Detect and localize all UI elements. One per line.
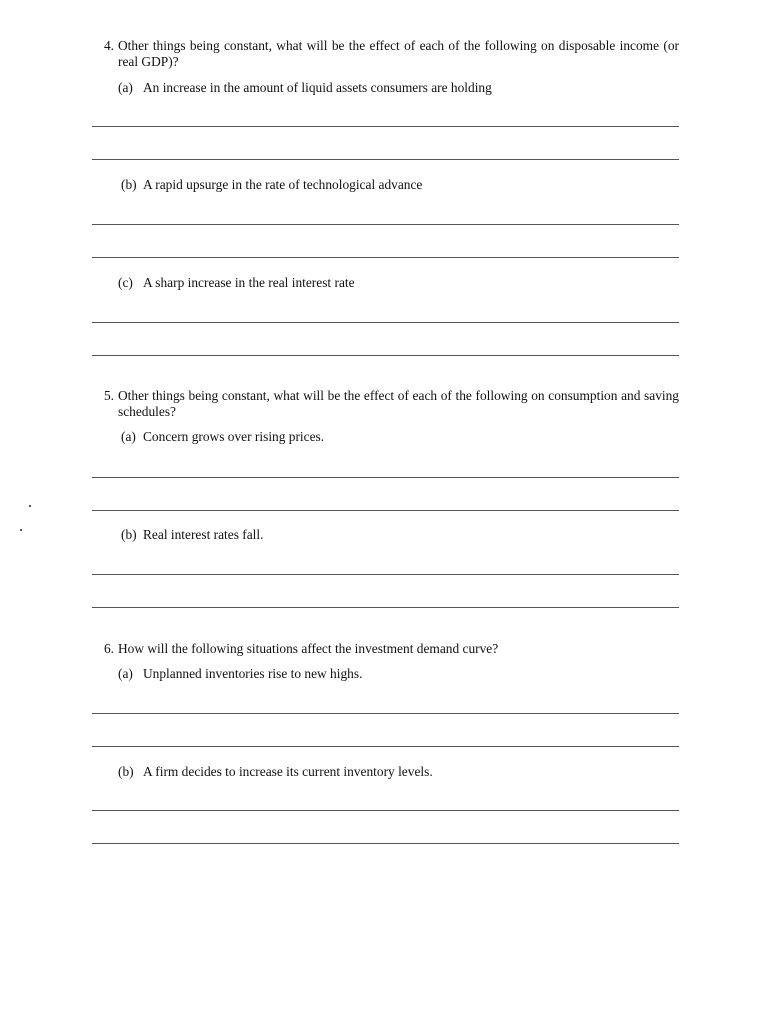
part-label: (a)	[121, 429, 136, 444]
answer-line	[92, 322, 679, 323]
part-label: (a)	[118, 666, 133, 681]
answer-line	[92, 224, 679, 225]
part-label: (c)	[118, 275, 133, 290]
part-label: (b)	[121, 527, 137, 542]
part-text: Unplanned inventories rise to new highs.	[143, 666, 363, 681]
question-text: Other things being constant, what will be the effect of each of the following on disposable income (or real GDP)?	[118, 38, 679, 69]
question-number: 4.	[103, 38, 114, 53]
stray-dot-mark	[20, 529, 22, 531]
answer-line	[92, 510, 679, 511]
answer-line	[92, 810, 679, 811]
question-text: How will the following situations affect the investment demand curve?	[118, 641, 499, 656]
part-text: A firm decides to increase its current inventory levels.	[143, 764, 433, 779]
part-text: Concern grows over rising prices.	[143, 429, 325, 444]
part-label: (b)	[118, 764, 134, 779]
part-label: (b)	[121, 177, 137, 192]
answer-line	[92, 574, 679, 575]
answer-line	[92, 126, 679, 127]
question-number: 6.	[103, 641, 114, 656]
answer-line	[92, 843, 679, 844]
answer-line	[92, 159, 679, 160]
answer-line	[92, 607, 679, 608]
answer-line	[92, 257, 679, 258]
stray-dot-mark	[29, 505, 31, 507]
part-text: Real interest rates fall.	[143, 527, 264, 542]
answer-line	[92, 713, 679, 714]
part-text: A rapid upsurge in the rate of technological advance	[143, 177, 423, 192]
question-number: 5.	[103, 388, 114, 403]
part-text: A sharp increase in the real interest rate	[143, 275, 355, 290]
answer-line	[92, 477, 679, 478]
question-text: Other things being constant, what will be the effect of each of the following on consumption and saving schedules?	[118, 388, 679, 419]
part-text: An increase in the amount of liquid assets consumers are holding	[143, 80, 492, 95]
answer-line	[92, 746, 679, 747]
part-label: (a)	[118, 80, 133, 95]
answer-line	[92, 355, 679, 356]
